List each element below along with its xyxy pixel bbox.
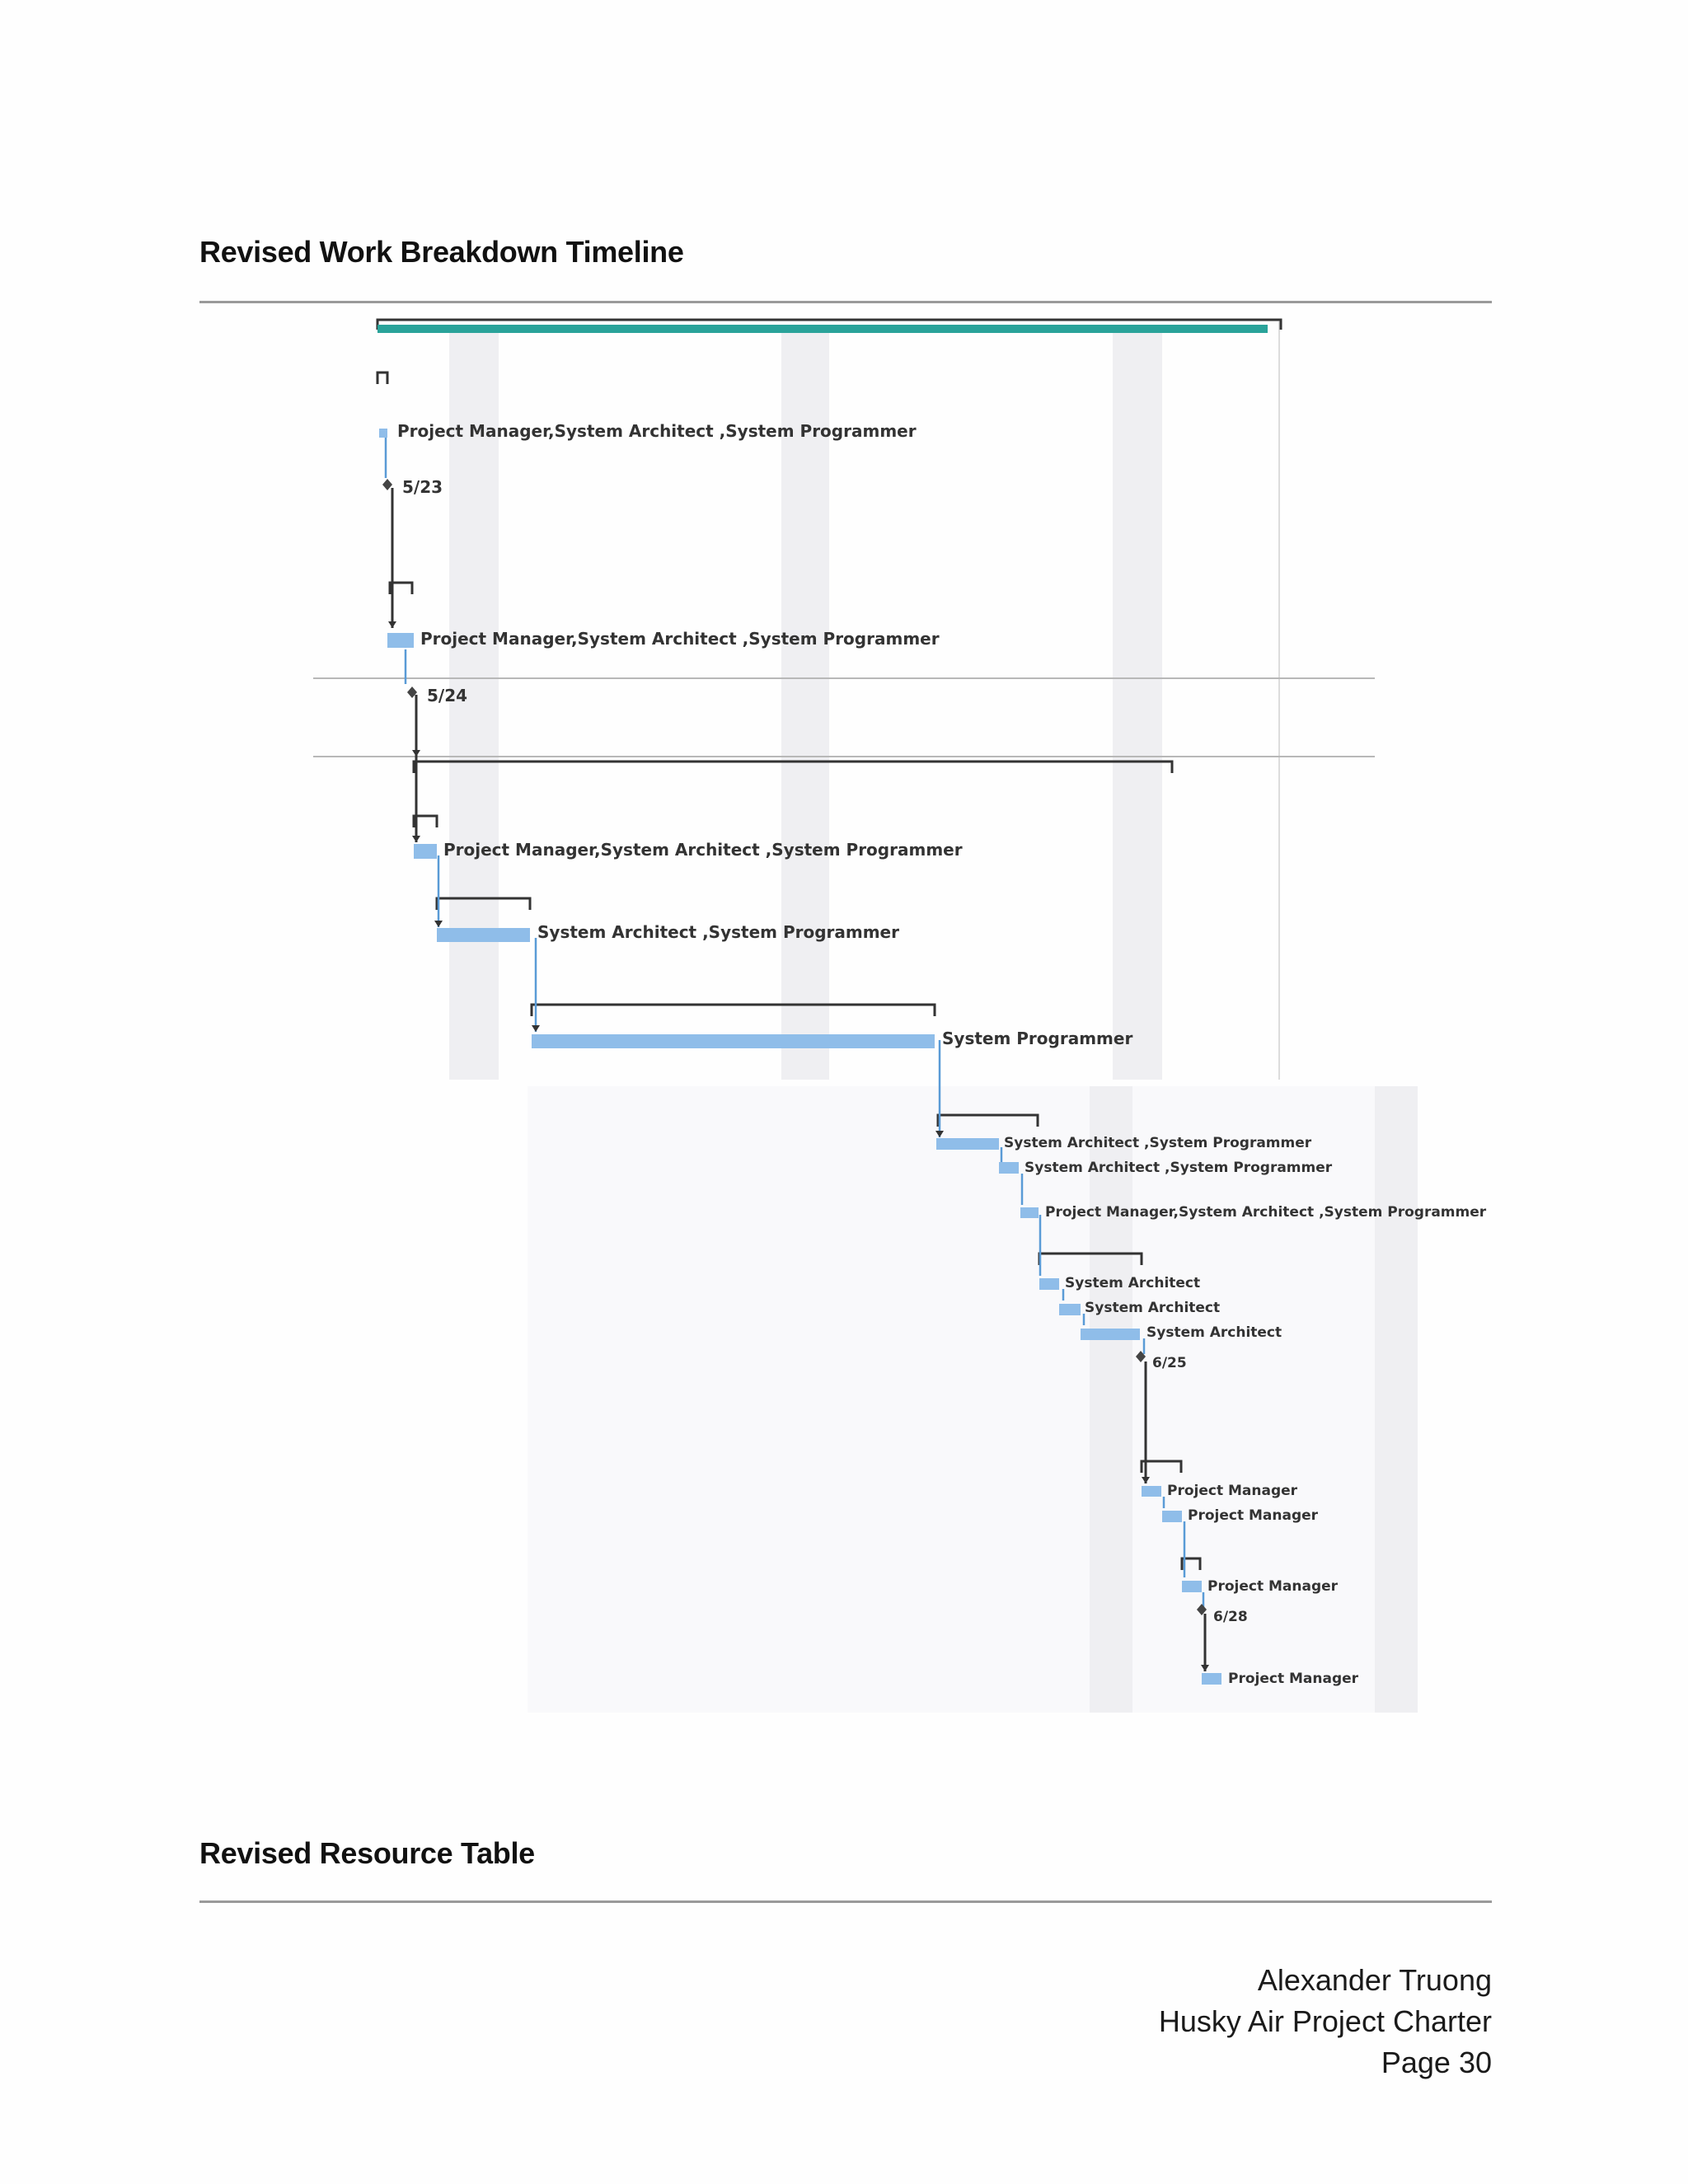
milestone-date-label: 6/25 — [1152, 1355, 1187, 1371]
task-bar — [379, 429, 387, 438]
task-bar — [1081, 1329, 1140, 1340]
task-bar — [1182, 1581, 1202, 1592]
task-bar — [1162, 1511, 1182, 1522]
task-resource-label: Project Manager,System Architect ,System Programmer — [420, 629, 940, 649]
timeline-heading: Revised Work Breakdown Timeline — [199, 235, 684, 269]
task-bar — [437, 928, 530, 942]
task-resource-label: Project Manager,System Architect ,System Programmer — [443, 840, 963, 860]
task-resource-label: Project Manager — [1228, 1671, 1359, 1687]
milestone-date-label: 5/24 — [427, 686, 468, 705]
task-bar — [1020, 1207, 1039, 1218]
task-bar — [936, 1138, 999, 1150]
task-resource-label: System Programmer — [942, 1029, 1133, 1048]
milestone-date-label: 5/23 — [402, 477, 443, 497]
resource-heading-rule — [199, 1900, 1492, 1903]
task-resource-label: System Architect ,System Programmer — [1004, 1135, 1312, 1151]
task-bar — [532, 1034, 935, 1048]
task-resource-label: Project Manager — [1188, 1507, 1319, 1524]
task-resource-label: System Architect ,System Programmer — [537, 922, 899, 942]
task-resource-label: Project Manager,System Architect ,System Programmer — [1045, 1204, 1487, 1221]
connector-arrowhead — [412, 750, 420, 757]
task-bar — [1059, 1304, 1081, 1315]
milestone-date-label: 6/28 — [1213, 1609, 1248, 1625]
task-bar — [1202, 1673, 1221, 1685]
task-bar — [1142, 1486, 1161, 1497]
task-bar — [414, 844, 437, 859]
task-resource-label: System Architect — [1085, 1300, 1221, 1316]
summary-bracket — [377, 373, 387, 384]
timeline-shade-column — [1113, 326, 1162, 1080]
task-resource-label: Project Manager — [1207, 1578, 1339, 1595]
task-bar — [999, 1162, 1019, 1174]
connector-arrowhead — [532, 1025, 540, 1032]
resource-heading: Revised Resource Table — [199, 1836, 535, 1870]
task-bar — [387, 633, 414, 648]
project-summary-bar — [377, 325, 1268, 333]
timeline-shade-column — [1090, 1086, 1132, 1713]
task-resource-label: System Architect — [1065, 1275, 1201, 1291]
connector-arrowhead — [412, 836, 420, 842]
footer-page-number: Page 30 — [1381, 2046, 1492, 2079]
task-resource-label: System Architect ,System Programmer — [1025, 1160, 1333, 1176]
milestone-diamond — [382, 479, 392, 490]
timeline-shade-column — [1375, 1086, 1418, 1713]
footer-document-title: Husky Air Project Charter — [1158, 2004, 1492, 2038]
timeline-lower-panel — [528, 1086, 1418, 1713]
summary-bracket — [532, 1005, 935, 1016]
task-resource-label: Project Manager,System Architect ,System Programmer — [397, 421, 917, 441]
task-resource-label: System Architect — [1146, 1324, 1282, 1341]
connector-arrowhead — [434, 921, 443, 927]
footer-author: Alexander Truong — [1257, 1963, 1492, 1997]
page-footer — [1159, 1960, 1492, 2083]
task-bar — [1039, 1278, 1059, 1290]
connector-arrowhead — [388, 621, 396, 628]
task-resource-label: Project Manager — [1167, 1483, 1298, 1499]
